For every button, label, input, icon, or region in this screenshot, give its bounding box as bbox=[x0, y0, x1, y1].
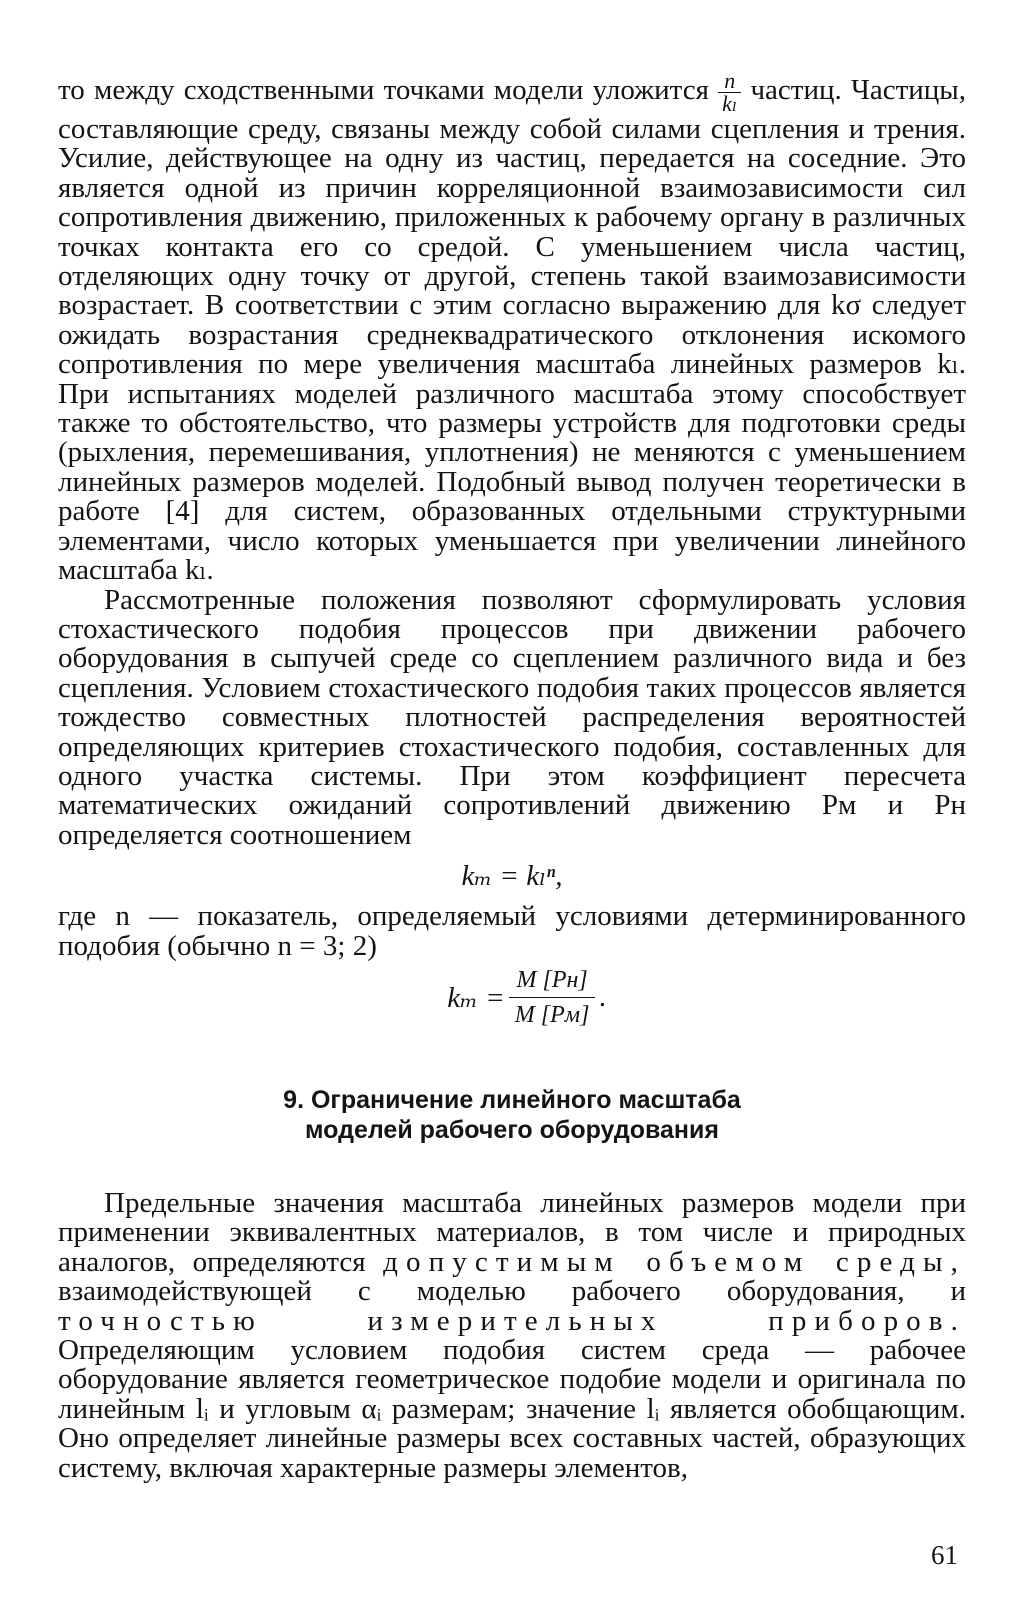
formula-lhs: kₘ = bbox=[447, 982, 505, 1015]
fraction-numerator: n bbox=[718, 70, 741, 93]
formula-fraction bbox=[509, 965, 596, 1030]
fraction-n-over-kl bbox=[718, 70, 741, 115]
paragraph-opening-line bbox=[58, 68, 851, 116]
formula-km-kl-power: kₘ = kₗⁿ, bbox=[461, 860, 563, 893]
opening-text: то между сходственными точками модели уложится bbox=[58, 74, 709, 107]
paragraph-4-part-a: Предельные значения масштаба линейных размеров модели при применении эквивалентных материалов, в том числе и природных аналогов, определяются bbox=[58, 1186, 966, 1278]
fraction-denominator: kₗ bbox=[722, 91, 738, 116]
formula-tail: . bbox=[599, 981, 607, 1014]
paragraph-continuation bbox=[58, 70, 966, 586]
section-heading bbox=[58, 1085, 966, 1145]
page-number: 61 bbox=[931, 1540, 958, 1570]
formula-denominator: M [Pм] bbox=[514, 1002, 590, 1029]
paragraph-body-3: где n — показатель, определяемый условиями детерминированного подобия (обычно n = 3; 2) bbox=[58, 900, 966, 962]
paragraph-body-2: Рассмотренные положения позволяют сформулировать условия стохастического подобия процессов при движении рабочего оборудования в сыпучей среде со сцеплением различного вида и без сцепления. Условием стохастического подобия таких процессов является тождество совместных плотностей распределения вероятностей определяющих критериев стохастического подобия, составленных для одного участка системы. При этом коэффициент пересчета математических ожиданий сопротивлений движению Pм и Pн определяется соотношением bbox=[58, 583, 966, 851]
opening-tail: частиц. bbox=[750, 74, 842, 107]
spaced-emphasis-b: точностью измерительных приборов. bbox=[58, 1304, 966, 1337]
section-heading-line-2: моделей рабочего оборудования bbox=[305, 1115, 719, 1144]
paragraph-4-part-b: взаимодействующей с моделью рабочего оборудования, и bbox=[58, 1275, 966, 1308]
formula-numerator: M [Pн] bbox=[509, 965, 596, 998]
paragraph-body-4 bbox=[58, 1186, 966, 1484]
paragraph-body-1: Частицы, составляющие среду, связаны между собой силами сцепления и трения. Усилие, действующее на одну из частиц, передается на соседние. Это является одной из причин корреляционной взаимозависимости сил сопротивления движению, приложенных к рабочему органу в различных точках контакта его со средой. С уменьшением числа частиц, отделяющих одну точку от другой, степень такой взаимозависимости возрастает. В соответствии с этим согласно выражению для kσ следует ожидать возрастания среднеквадратического отклонения искомого сопротивления по мере увеличения масштаба линейных размеров kₗ. При испытаниях моделей различного масштаба этому способствует также то обстоятельство, что размеры устройств для подготовки среды (рыхления, перемешивания, уплотнения) не меняются с уменьшением линейных размеров моделей. Подобный вывод получен теоретически в работе [4] для систем, образованных отдельными структурными элементами, число которых уменьшается при увеличении линейного масштаба kₗ. bbox=[58, 74, 967, 587]
section-heading-line-1: 9. Ограничение линейного масштаба bbox=[283, 1085, 741, 1114]
formula-km-ratio bbox=[88, 961, 966, 1035]
spaced-emphasis-a: допустимым объемом среды, bbox=[383, 1245, 966, 1278]
paragraph-4-part-c: Определяющим условием подобия систем среда — рабочее оборудование является геометрическое подобие модели и оригинала по линейным lᵢ и угловым αᵢ размерам; значение lᵢ является обобщающим. Оно определяет линейные размеры всех составных частей, образующих систему, включая характерные размеры элементов, bbox=[58, 1334, 966, 1484]
